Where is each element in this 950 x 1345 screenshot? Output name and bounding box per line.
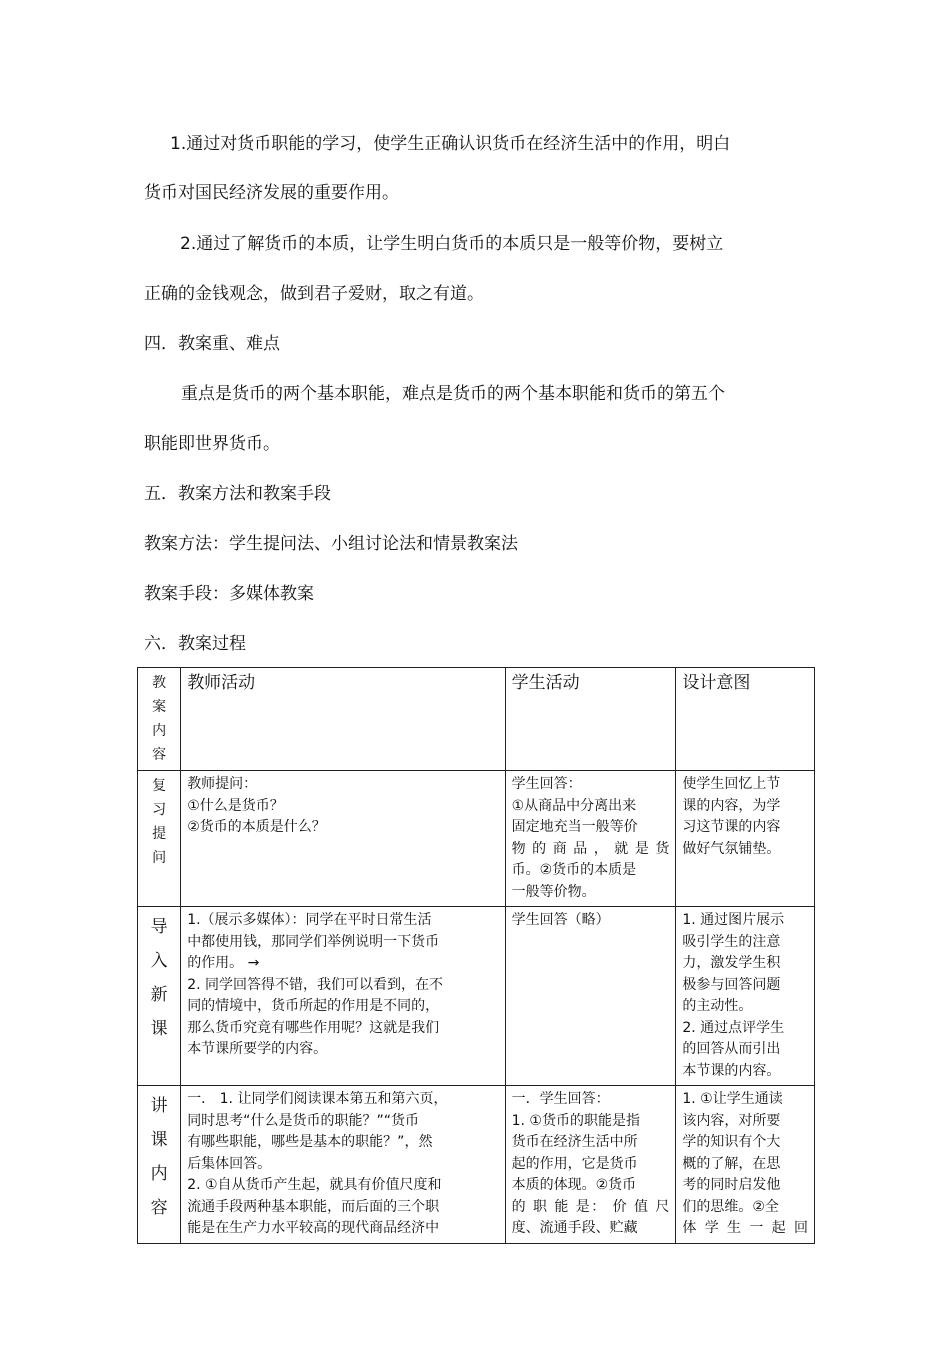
row-label-char: 导 — [150, 917, 168, 937]
row-label-char: 讲 — [150, 1096, 168, 1116]
header-content-char: 教 — [152, 675, 167, 691]
key-points-line-1: 重点是货币的两个基本职能，难点是货币的两个基本职能和货币的第五个 — [181, 384, 725, 404]
cell-text-line: 有哪些职能，哪些是基本的职能？”，然 — [187, 1134, 433, 1150]
cell-text-line: 2. 同学回答得不错，我们可以看到，在不 — [187, 976, 443, 993]
header-student-activity-cell — [505, 668, 676, 771]
row-label-char: 课 — [150, 1019, 168, 1039]
header-content-char: 容 — [152, 747, 167, 763]
header-content-char: 内 — [152, 723, 167, 739]
section-heading-5: 五．教案方法和教案手段 — [144, 484, 331, 504]
cell-text-line: ①什么是货币？ — [187, 797, 284, 814]
cell-text-line: 考的同时启发他 — [682, 1177, 781, 1193]
cell-text-line: 吸引学生的注意 — [682, 933, 781, 950]
row-label-char: 习 — [152, 802, 167, 818]
header-teacher-activity: 教师活动 — [187, 673, 256, 693]
table-row-introduction — [138, 907, 815, 1086]
cell-text-line: 的 职 能 是： 价 值 尺 — [511, 1198, 670, 1215]
header-design-intent-cell — [676, 668, 815, 771]
teaching-means-line: 教案手段：多媒体教案 — [144, 584, 314, 604]
header-content-cell — [138, 668, 181, 771]
cell-text-line: 起的作用，它是货币 — [511, 1155, 638, 1172]
objective-1-line-2: 货币对国民经济发展的重要作用。 — [144, 183, 399, 203]
cell-text-line: 一． 1. 让同学们阅读课本第五和第六页， — [187, 1091, 448, 1107]
cell-text-line: 流通手段两种基本职能，而后面的三个职 — [187, 1198, 440, 1215]
row-lecture-teacher-cell — [181, 1086, 505, 1244]
cell-text-line: 们的思维。②全 — [682, 1198, 779, 1215]
table-row-lecture — [138, 1086, 815, 1244]
cell-text-line: 习这节课的内容 — [682, 819, 781, 835]
header-content-char: 案 — [152, 699, 167, 715]
row-intro-student-cell — [505, 907, 676, 1086]
row-label-char: 复 — [152, 778, 167, 794]
cell-text-line: 学的知识有个大 — [682, 1134, 781, 1150]
row-lecture-intent-cell — [676, 1086, 815, 1244]
cell-text-line: 的回答从而引出 — [682, 1041, 781, 1057]
table-row-review — [138, 771, 815, 907]
cell-text-line: 1. ①货币的职能是指 — [511, 1112, 640, 1129]
cell-text-line: 同的情境中，货币所起的作用是不同的， — [187, 998, 440, 1014]
row-review-label-cell — [138, 771, 181, 907]
table-header-row — [138, 668, 815, 771]
cell-text-line: 课的内容，为学 — [682, 797, 781, 814]
objective-2-line-1: 2.通过了解货币的本质，让学生明白货币的本质只是一般等价物，要树立 — [180, 234, 724, 254]
cell-text-line: 1. 通过图片展示 — [682, 912, 785, 928]
key-points-line-2: 职能即世界货币。 — [144, 434, 280, 454]
cell-text-line: ①从商品中分离出来 — [511, 797, 637, 814]
cell-text-line: 本节课所要学的内容。 — [187, 1041, 328, 1057]
row-review-intent-cell — [676, 771, 815, 907]
section-heading-6: 六．教案过程 — [144, 634, 246, 654]
cell-text-line: ②货币的本质是什么？ — [187, 819, 326, 835]
cell-text-line: 教师提问： — [187, 776, 258, 792]
header-student-activity: 学生活动 — [511, 673, 580, 693]
cell-text-line: 那么货币究竟有哪些作用呢？这就是我们 — [187, 1019, 440, 1036]
cell-text-line: 概的了解，在思 — [682, 1155, 781, 1172]
cell-text-line: 2. 通过点评学生 — [682, 1019, 785, 1036]
cell-text-line: 本质的体现。②货币 — [511, 1177, 637, 1193]
row-label-char: 内 — [150, 1164, 168, 1184]
cell-text-line: 做好气氛铺垫。 — [682, 840, 781, 857]
objective-2-line-2: 正确的金钱观念，做到君子爱财，取之有道。 — [144, 284, 484, 304]
cell-text-line: 后集体回答。 — [187, 1155, 272, 1172]
cell-text-line: 能是在生产力水平较高的现代商品经济中 — [187, 1220, 440, 1236]
cell-text-line: 极参与回答问题 — [682, 976, 781, 993]
row-intro-label-cell — [138, 907, 181, 1086]
cell-text-line: 本节课的内容。 — [682, 1062, 781, 1079]
row-intro-teacher-cell — [181, 907, 505, 1086]
cell-text-line: 学生回答： — [511, 776, 582, 792]
cell-text-line: 体 学 生 一 起 回 — [682, 1220, 808, 1236]
cell-text-line: 度、流通手段、贮藏 — [511, 1220, 638, 1236]
header-teacher-activity-cell — [181, 668, 505, 771]
row-label-char: 问 — [152, 850, 167, 866]
cell-text-line: 1. ①让学生通读 — [682, 1091, 783, 1107]
row-label-char: 提 — [152, 826, 167, 842]
cell-text-line: 货币在经济生活中所 — [511, 1134, 638, 1150]
cell-text-line: 学生回答（略） — [511, 912, 610, 928]
row-lecture-student-cell — [505, 1086, 676, 1244]
row-label-char: 容 — [150, 1198, 168, 1218]
cell-text-line: 币。②货币的本质是 — [511, 862, 637, 878]
row-review-teacher-cell — [181, 771, 505, 907]
row-label-char: 新 — [150, 985, 168, 1005]
cell-text-line: 该内容，对所要 — [682, 1112, 781, 1129]
cell-text-line: 中都使用钱，那同学们举例说明一下货币 — [187, 933, 440, 950]
row-review-student-cell — [505, 771, 676, 907]
row-lecture-label-cell — [138, 1086, 181, 1244]
cell-text-line: 力，激发学生积 — [682, 955, 781, 971]
cell-text-line: 的主动性。 — [682, 998, 753, 1014]
cell-text-line: 2. ①自从货币产生起，就具有价值尺度和 — [187, 1177, 442, 1193]
cell-text-line: 一．学生回答： — [511, 1091, 610, 1107]
section-heading-4: 四．教案重、难点 — [144, 334, 280, 354]
cell-text-line: 同时思考“什么是货币的职能？”“货币 — [187, 1112, 419, 1129]
objective-1-line-1: 1.通过对货币职能的学习，使学生正确认识货币在经济生活中的作用，明白 — [170, 134, 731, 154]
row-label-char: 课 — [150, 1130, 168, 1150]
cell-text-line: 一般等价物。 — [511, 883, 596, 900]
lesson-process-table — [137, 667, 815, 1244]
header-design-intent: 设计意图 — [682, 673, 751, 693]
cell-text-line: 使学生回忆上节 — [682, 776, 781, 792]
cell-text-line: 物的商品，就是货 — [511, 840, 670, 857]
cell-text-line: 固定地充当一般等价 — [511, 819, 638, 835]
cell-text-line: 的作用。 → — [187, 955, 260, 971]
row-intro-intent-cell — [676, 907, 815, 1086]
cell-text-line: 1.（展示多媒体）：同学在平时日常生活 — [187, 912, 432, 928]
teaching-method-line: 教案方法：学生提问法、小组讨论法和情景教案法 — [144, 534, 518, 554]
row-label-char: 入 — [150, 951, 168, 971]
